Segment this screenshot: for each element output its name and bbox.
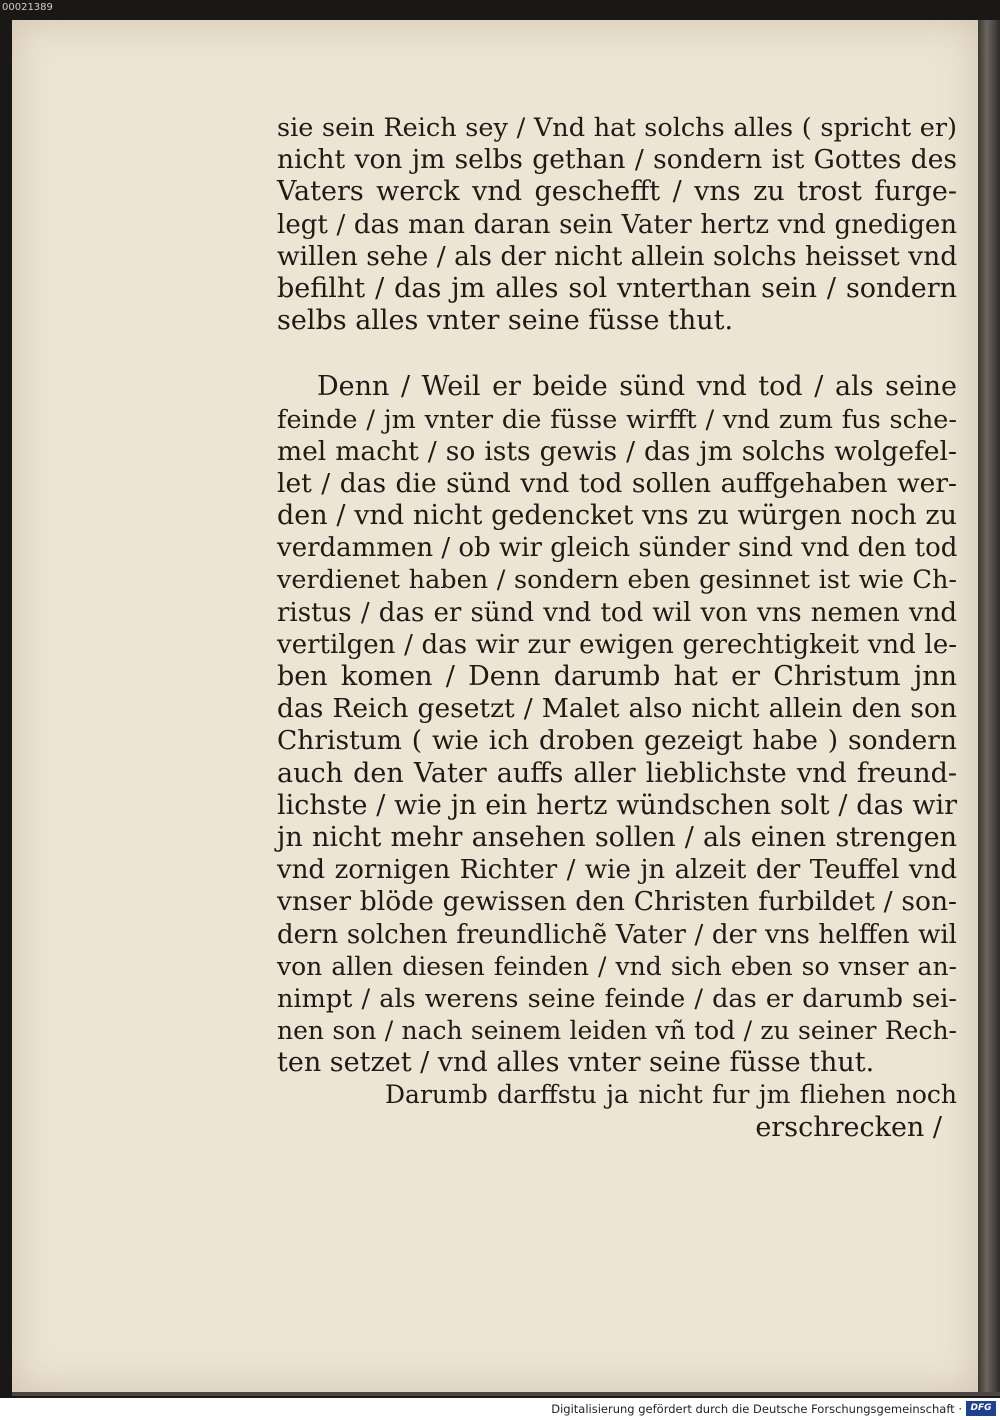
text-line: legt / das man daran sein Vater hertz vnd gnedigen — [277, 209, 957, 240]
text-line: lichste / wie jn ein hertz wündschen solt / das wir — [277, 789, 957, 821]
text-line: mel macht / so ists gewis / das jm solchs wolgefel- — [277, 435, 957, 467]
text-line: jn nicht mehr ansehen sollen / als einen strengen — [277, 821, 957, 853]
text-line: ten setzet / vnd alles vnter seine füsse thut. — [277, 1047, 875, 1079]
text-line: von allen diesen feinden / vnd sich eben so vnser an- — [277, 951, 957, 981]
catchword: erschrecken / — [755, 1111, 942, 1143]
text-line: auch den Vater auffs aller lieblichste vnd freund- — [277, 757, 957, 789]
text-line: ben komen / Denn darumb hat er Christum jnn — [277, 661, 957, 692]
paragraph-1 — [277, 112, 957, 337]
text-line: vnd zornigen Richter / wie jn alzeit der Teuffel vnd — [277, 855, 957, 886]
dfg-logo: DFG — [966, 1401, 996, 1416]
text-line: let / das die sünd vnd tod sollen auffgehaben wer- — [277, 467, 957, 499]
text-line: ristus / das er sünd vnd tod wil von vns nemen vnd — [277, 597, 957, 628]
text-line: nimpt / als werens seine feinde / das er darumb sei- — [277, 983, 957, 1014]
text-line: befilht / das jm alles sol vnterthan sein / sondern — [277, 272, 957, 304]
paragraph-2 — [277, 371, 957, 1079]
text-line: das Reich gesetzt / Malet also nicht allein den son — [277, 693, 957, 725]
page-edge — [978, 20, 1000, 1392]
page-text — [277, 112, 957, 1144]
scan-id: 00021389 — [2, 2, 53, 13]
paragraph-3 — [277, 1079, 957, 1111]
text-line: Christum ( wie ich droben gezeigt habe ) sondern — [277, 725, 957, 757]
page-bottom-edge — [12, 1392, 1000, 1396]
text-line: Denn / Weil er beide sünd vnd tod / als seine — [317, 371, 957, 403]
text-line: dern solchen freundlichẽ Vater / der vns helffen wil — [277, 919, 957, 950]
text-line: verdammen / ob wir gleich sünder sind vnd den tod — [277, 533, 958, 564]
text-line: vertilgen / das wir zur ewigen gerechtigkeit vnd le- — [277, 629, 957, 660]
text-line: feinde / jm vnter die füsse wirfft / vnd zum fus sche- — [277, 404, 957, 435]
text-line: den / vnd nicht gedencket vns zu würgen noch zu — [277, 500, 957, 532]
text-line: selbs alles vnter seine füsse thut. — [277, 305, 734, 337]
text-line: Vaters werck vnd geschefft / vns zu trost furge- — [277, 176, 957, 208]
text-line: nen son / nach seinem leiden vñ tod / zu seiner Rech- — [277, 1016, 957, 1046]
text-line: willen sehe / als der nicht allein solchs heisset vnd — [277, 240, 958, 272]
text-line: verdienet haben / sondern eben gesinnet ist wie Ch- — [277, 565, 957, 596]
text-line: nicht von jm selbs gethan / sondern ist Gottes des — [277, 144, 957, 176]
text-line: sie sein Reich sey / Vnd hat solchs alles ( spricht er) — [277, 113, 957, 143]
text-line: vnser blöde gewissen den Christen furbildet / son- — [277, 886, 957, 918]
funding-credit: Digitalisierung gefördert durch die Deutsche Forschungsgemeinschaft · — [551, 1402, 962, 1416]
text-line: Darumb darffstu ja nicht fur jm fliehen noch — [385, 1080, 957, 1110]
